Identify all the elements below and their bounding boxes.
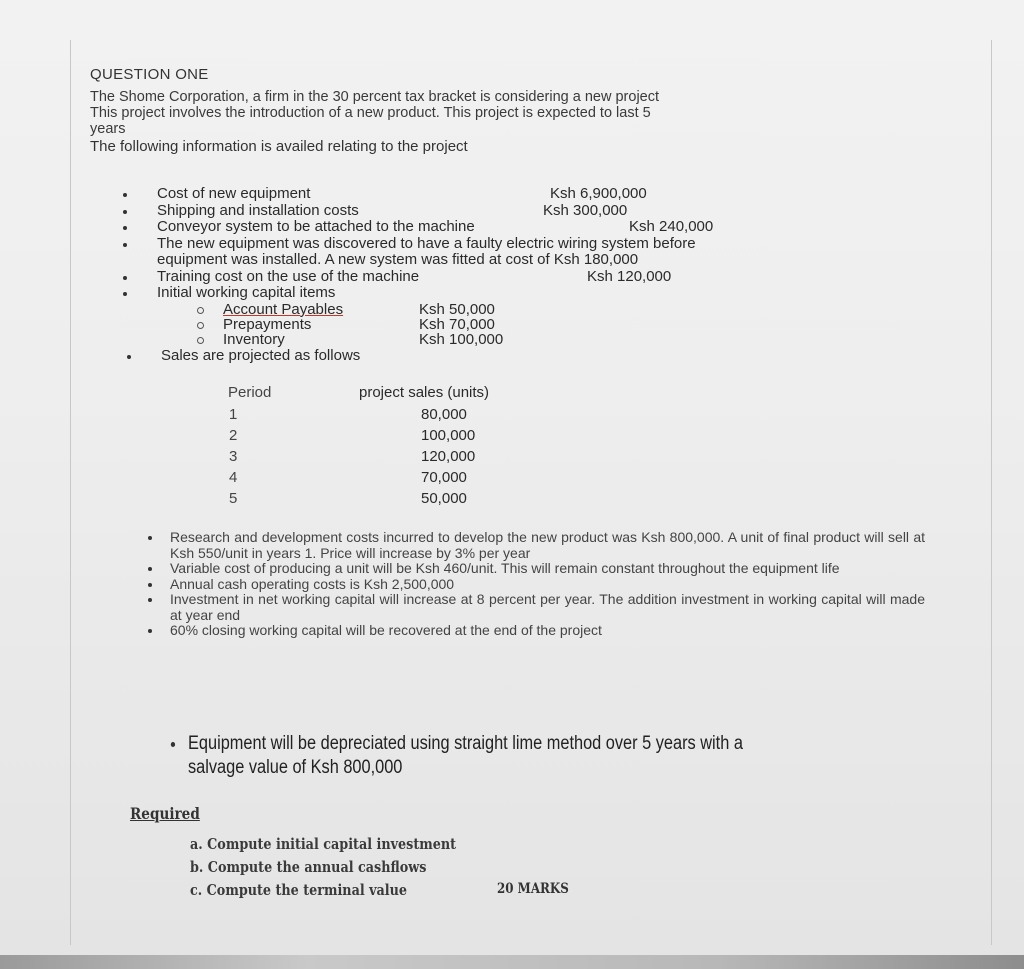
point-text: Annual cash operating costs is Ksh 2,500,000: [170, 575, 455, 592]
table-cell-units: 70,000: [421, 469, 467, 486]
sub-item-label: Prepayments: [223, 315, 312, 333]
item-label: Initial working capital items: [157, 284, 336, 301]
point-text: 60% closing working capital will be recovered at the end of the project: [170, 622, 602, 638]
table-cell-period: 3: [229, 448, 238, 465]
list-item: [157, 348, 696, 365]
required-item: a. Compute initial capital investment: [190, 836, 457, 853]
cost-list: [157, 185, 714, 365]
table-header: Period: [228, 384, 272, 401]
sub-item-label: Inventory: [223, 330, 285, 348]
bullet-icon: [148, 629, 152, 633]
bullet-icon: [123, 292, 127, 296]
table-cell-units: 120,000: [421, 448, 476, 465]
circle-bullet-icon: [197, 322, 204, 329]
bullet-icon: [123, 243, 127, 247]
info-line: The following information is availed relating to the project: [90, 138, 468, 155]
table-header: project sales (units): [359, 384, 490, 401]
required-heading: Required: [130, 804, 200, 823]
required-item: c. Compute the terminal value: [190, 882, 408, 899]
item-amount: Ksh 300,000: [543, 201, 628, 219]
point-text: Research and development costs incurred to develop the new product was Ksh 800,000. A unit of final product will sell at Ksh 550/unit in years 1. Price will increase by 3% per year: [170, 529, 925, 561]
table-cell-units: 100,000: [421, 427, 476, 444]
intro-paragraph: [90, 89, 940, 155]
item-amount: Ksh 6,900,000: [550, 185, 647, 202]
bullet-icon: [123, 210, 127, 214]
list-item: [170, 592, 925, 623]
list-item: [157, 218, 714, 236]
bullet-icon: [123, 226, 127, 230]
bullet-icon: [123, 276, 127, 280]
sales-heading: Sales are projected as follows: [161, 346, 361, 364]
list-item: [157, 269, 696, 286]
bottom-edge: [0, 955, 1024, 969]
item-label: Shipping and installation costs: [157, 201, 359, 219]
item-label: Training cost on the use of the machine: [157, 267, 420, 285]
circle-bullet-icon: [197, 307, 204, 314]
question-title: QUESTION ONE: [90, 66, 209, 83]
bullet-icon: [171, 742, 175, 747]
bullet-icon: [148, 583, 152, 587]
sub-list-item: [157, 317, 696, 332]
list-item: [157, 236, 696, 253]
item-amount: Ksh 120,000: [587, 267, 672, 285]
bullet-icon: [148, 598, 152, 602]
table-cell-units: 80,000: [421, 406, 467, 423]
intro-line: This project involves the introduction of a new product. This project is expected to last 5: [90, 105, 651, 121]
table-cell-units: 50,000: [421, 490, 467, 507]
sub-list-item: [157, 302, 696, 317]
bullet-icon: [148, 536, 152, 540]
list-item: [170, 530, 925, 561]
required-item: b. Compute the annual cashflows: [190, 859, 427, 876]
list-item: [157, 203, 696, 220]
point-text: Variable cost of producing a unit will be Ksh 460/unit. This will remain constant throughout the equipment life: [170, 560, 840, 576]
list-item: [170, 561, 925, 577]
item-label: The new equipment was discovered to have a faulty electric wiring system before: [157, 234, 696, 252]
intro-line: The Shome Corporation, a firm in the 30 percent tax bracket is considering a new project: [90, 89, 660, 105]
circle-bullet-icon: [197, 337, 204, 344]
sub-list-item: [157, 332, 696, 348]
sub-item-label: Account Payables: [223, 300, 344, 318]
item-label: equipment was installed. A new system was fitted at cost of Ksh 180,000: [157, 251, 639, 268]
sub-item-amount: Ksh 50,000: [419, 300, 495, 318]
marks-label: 20 MARKS: [497, 881, 569, 897]
table-cell-period: 1: [229, 406, 238, 423]
bullet-icon: [123, 193, 127, 197]
equipment-line: salvage value of Ksh 800,000: [188, 757, 403, 778]
item-amount: Ksh 240,000: [629, 218, 714, 235]
list-item: [170, 577, 925, 593]
item-label: Conveyor system to be attached to the machine: [157, 218, 475, 235]
item-label: Cost of new equipment: [157, 185, 311, 202]
equipment-line: Equipment will be depreciated using straight lime method over 5 years with a: [188, 733, 743, 754]
table-cell-period: 5: [229, 490, 238, 507]
table-cell-period: 2: [229, 427, 238, 444]
point-text: Investment in net working capital will increase at 8 percent per year. The addition investment in working capital will made at year end: [170, 591, 925, 623]
bullet-icon: [127, 355, 131, 359]
sub-item-amount: Ksh 100,000: [419, 330, 504, 348]
sub-item-amount: Ksh 70,000: [419, 315, 495, 333]
equipment-note: [188, 732, 807, 780]
list-item: [170, 623, 925, 639]
list-item: [157, 285, 696, 302]
list-item-continuation: [157, 252, 696, 269]
bullet-icon: [148, 567, 152, 571]
intro-line: years: [90, 121, 126, 137]
other-points-list: [170, 530, 925, 639]
table-cell-period: 4: [229, 469, 238, 486]
list-item: [157, 186, 696, 203]
sales-table: [228, 384, 588, 509]
